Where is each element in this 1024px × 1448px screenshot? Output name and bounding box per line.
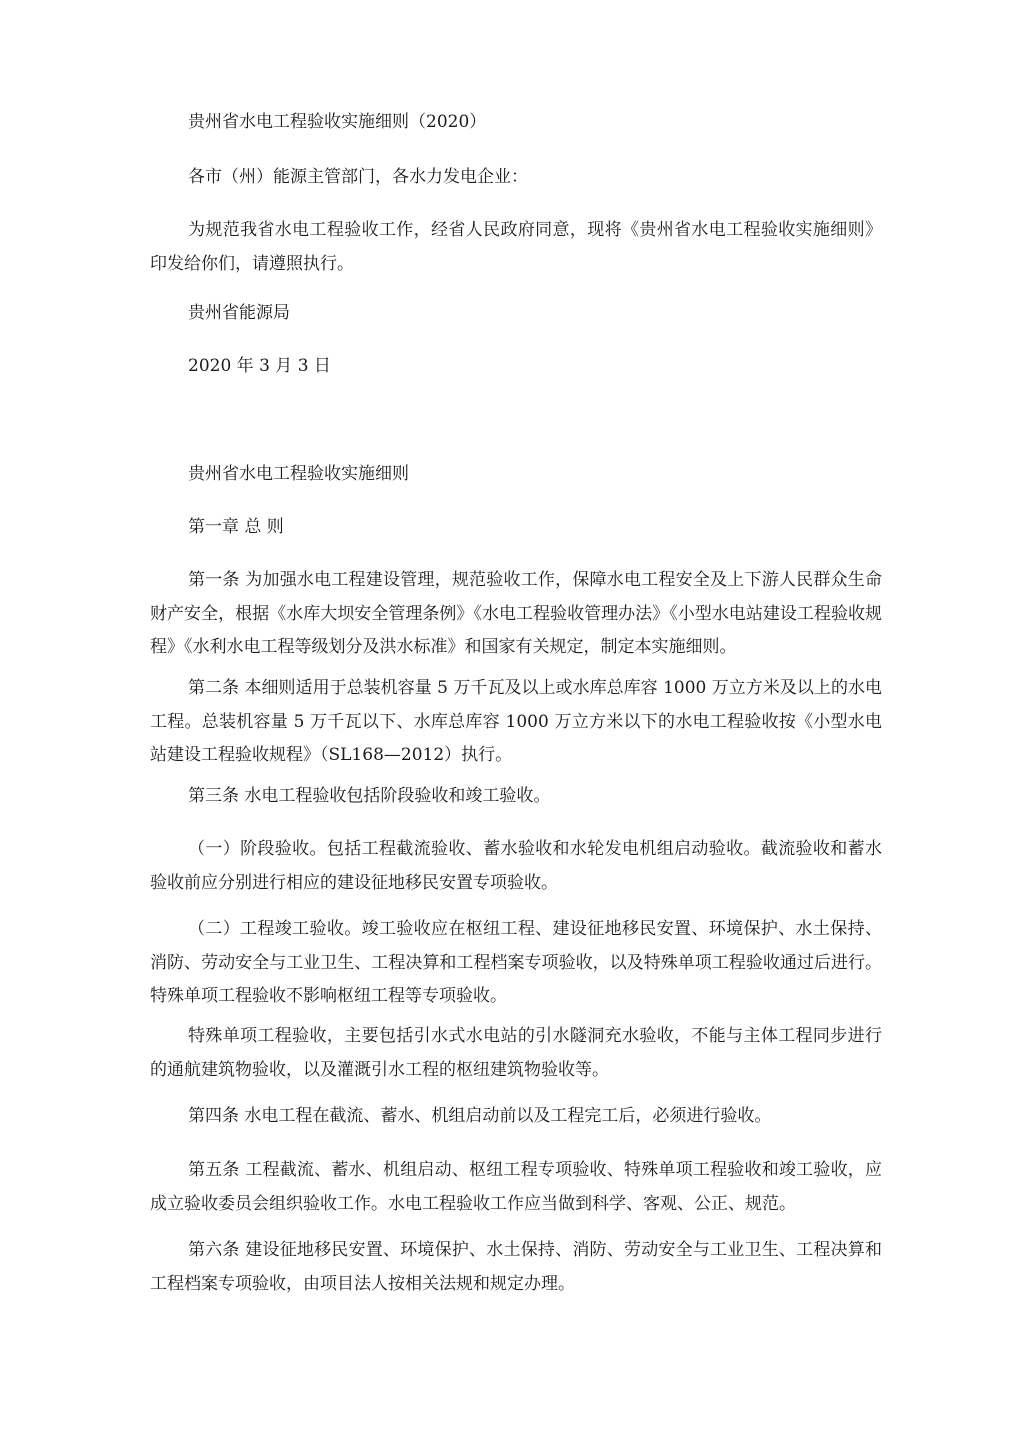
article-4: 第四条 水电工程在截流、蓄水、机组启动前以及工程完工后，必须进行验收。 (188, 1106, 772, 1126)
notice-body: 为规范我省水电工程验收工作，经省人民政府同意，现将《贵州省水电工程验收实施细则》印发给你们，请遵照执行。 (150, 220, 882, 274)
article-1: 第一条 为加强水电工程建设管理，规范验收工作，保障水电工程安全及上下游人民群众生命财产安全，根据《水库大坝安全管理条例》《水电工程验收管理办法》《小型水电站建设工程验收规程》《水利水电工程等级划分及洪水标准》和国家有关规定，制定本实施细则。 (150, 570, 882, 657)
issuer-name: 贵州省能源局 (188, 303, 290, 323)
article-3-item-1: （一）阶段验收。包括工程截流验收、蓄水验收和水轮发电机组启动验收。截流验收和蓄水验收前应分别进行相应的建设征地移民安置专项验收。 (150, 839, 882, 893)
chapter-heading: 第一章 总 则 (188, 517, 284, 537)
article-3: 第三条 水电工程验收包括阶段验收和竣工验收。 (188, 786, 551, 806)
addressee-line: 各市（州）能源主管部门，各水力发电企业： (188, 167, 528, 187)
article-2: 第二条 本细则适用于总装机容量 5 万千瓦及以上或水库总库容 1000 万立方米及以上的水电工程。总装机容量 5 万千瓦以下、水库总库容 1000 万立方米以下的水电工程验收按《小型水电站建设工程验收规程》（SL168—2012）执行。 (150, 678, 882, 765)
article-3-special: 特殊单项工程验收，主要包括引水式水电站的引水隧洞充水验收，不能与主体工程同步进行的通航建筑物验收，以及灌溉引水工程的枢纽建筑物验收等。 (150, 1026, 882, 1080)
notice-title: 贵州省水电工程验收实施细则（2020） (188, 112, 487, 132)
issue-date: 2020 年 3 月 3 日 (188, 356, 331, 376)
article-3-item-2: （二）工程竣工验收。竣工验收应在枢纽工程、建设征地移民安置、环境保护、水土保持、消防、劳动安全与工业卫生、工程决算和工程档案专项验收，以及特殊单项工程验收通过后进行。特殊单项工程验收不影响枢纽工程等专项验收。 (150, 919, 882, 1006)
article-5: 第五条 工程截流、蓄水、机组启动、枢纽工程专项验收、特殊单项工程验收和竣工验收，应成立验收委员会组织验收工作。水电工程验收工作应当做到科学、客观、公正、规范。 (150, 1160, 882, 1214)
rules-title: 贵州省水电工程验收实施细则 (188, 464, 409, 484)
article-6: 第六条 建设征地移民安置、环境保护、水土保持、消防、劳动安全与工业卫生、工程决算和工程档案专项验收，由项目法人按相关法规和规定办理。 (150, 1240, 882, 1294)
